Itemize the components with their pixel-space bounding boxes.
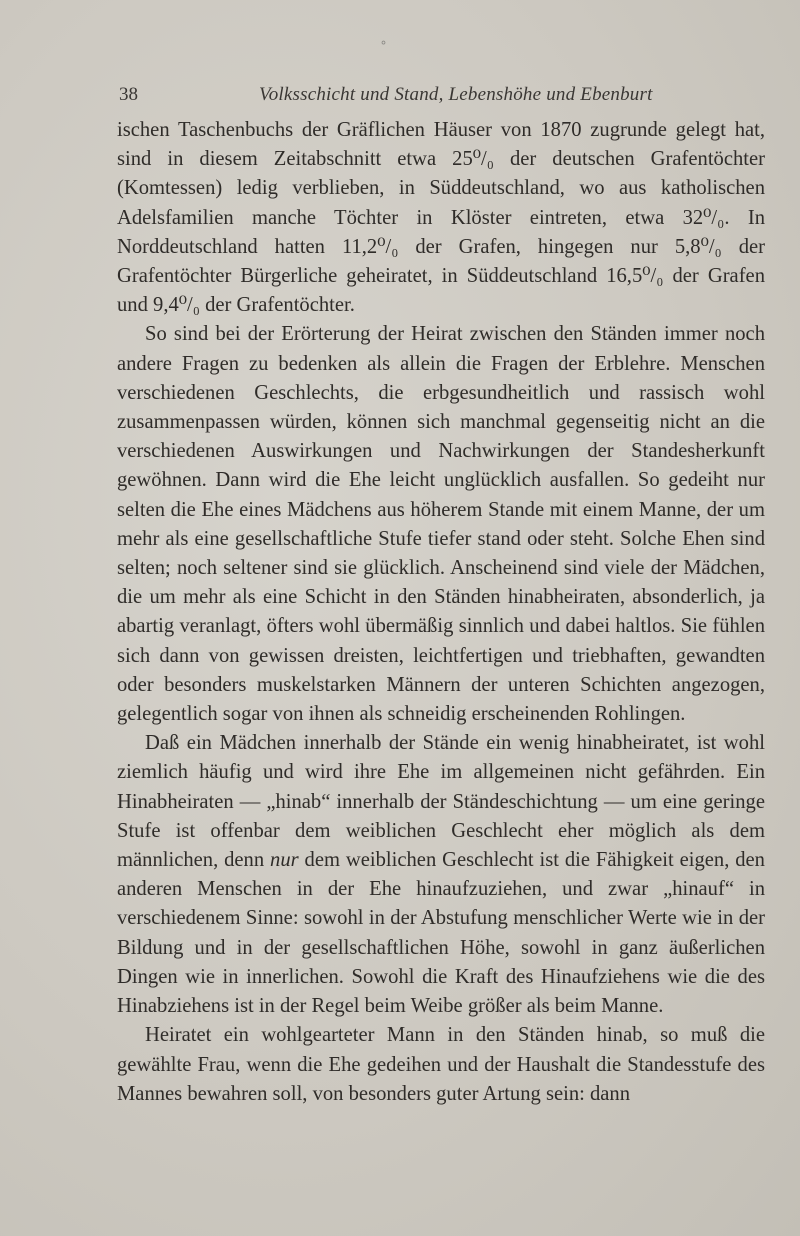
page-header [119,84,659,110]
paragraph-1-text: ischen Taschenbuchs der Gräflichen Häuser von 1870 zugrunde gelegt hat, sind in diesem Zeitabschnitt etwa 25⁰/₀ der deutschen Grafentöchter (Komtessen) ledig verblieben, in Süddeutschland, wo aus katholischen Adelsfamilien manche Töchter in Klöster eintreten, etwa 32⁰/₀. In Norddeutschland hatten 11,2⁰/₀ der Grafen, hingegen nur 5,8⁰/₀ der Grafentöchter Bürgerliche geheiratet, in Süddeutschland 16,5⁰/₀ der Grafen und 9,4⁰/₀ der Grafentöchter. [117,119,765,317]
running-head: Volksschicht und Stand, Lebenshöhe und Ebenburt [259,84,653,105]
body-text [117,116,765,1109]
paragraph-4-text: Heiratet ein wohlgearteter Mann in den Ständen hinab, so muß die gewählte Frau, wenn die Ehe gedeihen und der Haushalt die Standesstufe des Mannes bewahren soll, von besonders guter Artung sein: dann [117,1024,765,1105]
paragraph-2 [117,320,765,729]
paragraph-3-text-start: Daß ein Mädchen innerhalb der Stände ein wenig hinabheiratet, ist wohl ziemlich häufig und wird ihre Ehe im allgemeinen nicht gefährden. Ein Hinabheiraten — „hinab“ innerhalb der Ständeschichtung — um eine geringe Stufe ist offenbar dem weiblichen Geschlecht eher möglich als dem männlichen, denn [117,732,765,872]
page-number: 38 [119,84,138,105]
paragraph-1 [117,116,765,320]
paragraph-2-text: So sind bei der Erörterung der Heirat zwischen den Ständen immer noch andere Fragen zu bedenken als allein die Fragen der Erblehre. Menschen verschiedenen Geschlechts, die erbgesundheitlich und rassisch wohl zusammenpassen würden, können sich manchmal gegenseitig nicht an die verschiedenen Auswirkungen und Nachwirkungen der Standesherkunft gewöhnen. Dann wird die Ehe leicht unglücklich ausfallen. So gedeiht nur selten die Ehe eines Mädchens aus höherem Stande mit einem Manne, der um mehr als eine gesellschaftliche Stufe tiefer stand oder steht. Solche Ehen sind selten; noch seltener sind sie glücklich. Anscheinend sind viele der Mädchen, die um mehr als eine Schicht in den Ständen hinabheiraten, absonderlich, ja abartig veranlagt, öfters wohl übermäßig sinnlich und dabei haltlos. Sie fühlen sich dann von gewissen dreisten, leichtfertigen und triebhaften, gewandten oder besonders muskelstarken Männern der unteren Schichten angezogen, gelegentlich sogar von ihnen als schneidig erscheinenden Rohlingen. [117,323,765,726]
paragraph-3-text-end: dem weiblichen Geschlecht ist die Fähigkeit eigen, den anderen Menschen in der Ehe hinaufzuziehen, und zwar „hinauf“ in verschiedenem Sinne: sowohl in der Abstufung menschlicher Werte wie in der Bildung und in der gesellschaftlichen Höhe, sowohl in ganz äußerlichen Dingen wie in innerlichen. Sowohl die Kraft des Hinaufziehens wie die des Hinabziehens ist in der Regel beim Weibe größer als beim Manne. [117,849,765,1018]
paragraph-4 [117,1021,765,1109]
ink-smudge-icon: ˚ [380,41,387,57]
paragraph-3-emphasis: nur [270,849,299,872]
paragraph-3 [117,729,765,1021]
